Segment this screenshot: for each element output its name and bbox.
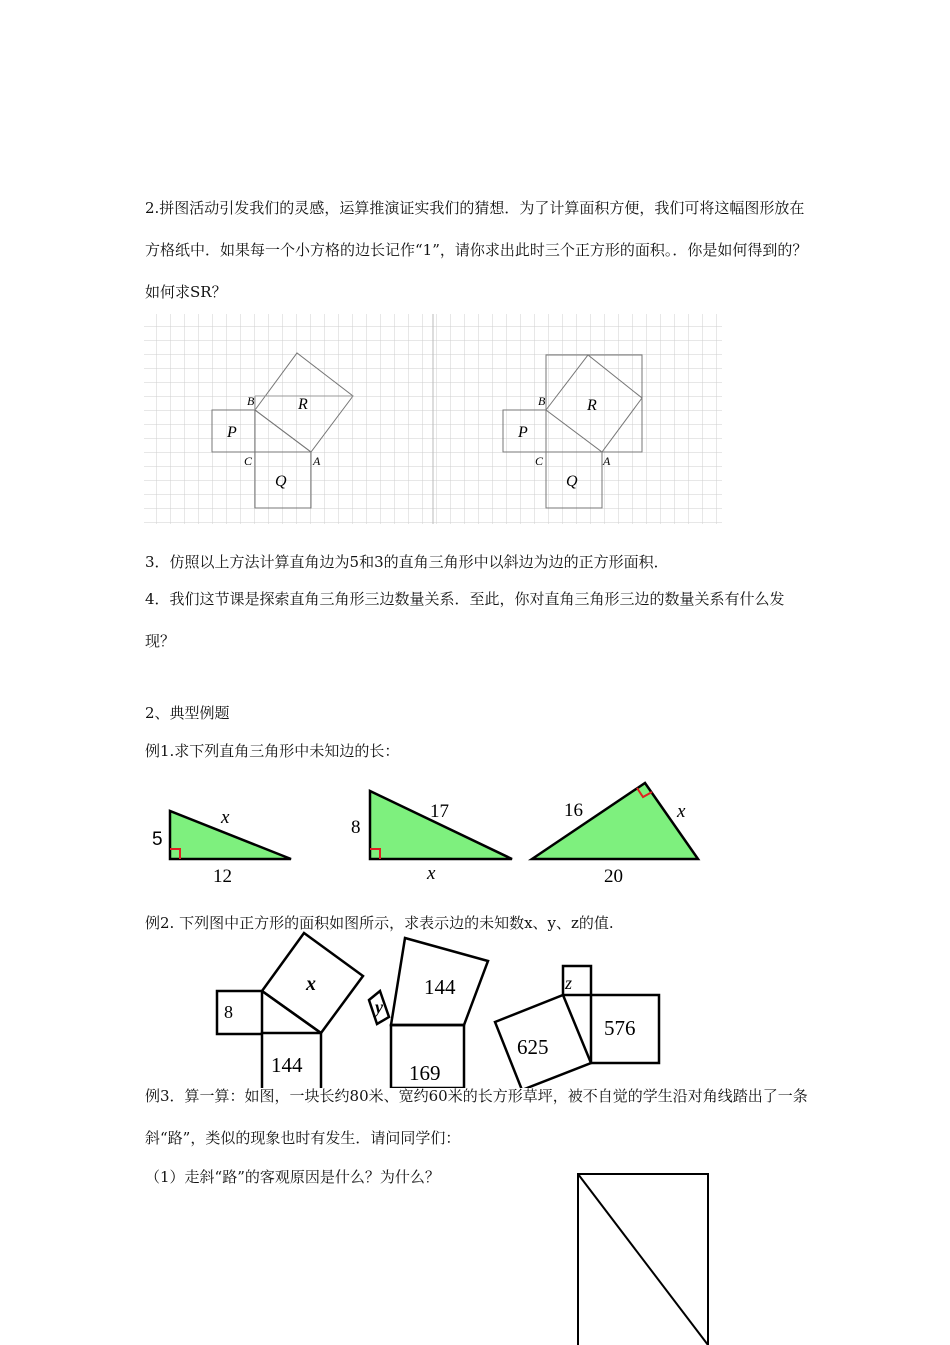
f2-top: 144 bbox=[424, 975, 456, 999]
f3-right: 576 bbox=[604, 1016, 636, 1040]
label-r-left: R bbox=[298, 396, 308, 413]
label-q-left: Q bbox=[275, 473, 287, 490]
example-1-text: 例1.求下列直角三角形中未知边的长： bbox=[145, 742, 400, 760]
t1-base: 12 bbox=[213, 866, 232, 887]
problem-4-text: 4．我们这节课是探索直角三角形三边数量关系．至此，你对直角三角形三边的数量关系有什么发现？ bbox=[145, 590, 785, 650]
t3-left: 16 bbox=[564, 800, 583, 821]
t1-leg: 5 bbox=[152, 829, 163, 850]
diagonal-path bbox=[578, 1174, 708, 1345]
label-b-right: B bbox=[538, 394, 546, 408]
square-figures bbox=[0, 928, 950, 1088]
f1-top: x bbox=[306, 973, 316, 995]
t2-hyp: 17 bbox=[430, 801, 449, 822]
f3-left: 625 bbox=[517, 1035, 549, 1059]
problem-2-text: 2.拼图活动引发我们的灵感，运算推演证实我们的猜想．为了计算面积方便，我们可将这幅图形放在方格纸中．如果每一个小方格的边长记作“1”，请你求出此时三个正方形的面积。．你是如何得到的？如何求SR？ bbox=[145, 199, 808, 301]
f2-left: y bbox=[375, 997, 383, 1017]
question-1-text: （1）走斜“路”的客观原因是什么？为什么？ bbox=[145, 1168, 440, 1186]
t2-base: x bbox=[427, 863, 436, 884]
example-3-text: 例3．算一算：如图，一块长约80米、宽约60米的长方形草坪，被不自觉的学生沿对角线踏出了一条斜“路”，类似的现象也时有发生．请问同学们： bbox=[145, 1087, 808, 1147]
label-p-right: P bbox=[518, 424, 528, 441]
label-a-right: A bbox=[603, 454, 611, 468]
problem-3-text: 3．仿照以上方法计算直角边为5和3的直角三角形中以斜边为边的正方形面积． bbox=[145, 553, 669, 571]
t2-leg: 8 bbox=[351, 817, 361, 838]
label-b-left: B bbox=[247, 394, 255, 408]
label-a-left: A bbox=[313, 454, 321, 468]
f2-bottom: 169 bbox=[409, 1061, 441, 1085]
triangle-1 bbox=[170, 811, 291, 859]
f1-left: 8 bbox=[224, 1002, 233, 1022]
label-p-left: P bbox=[227, 424, 237, 441]
f1-bottom: 144 bbox=[271, 1053, 303, 1077]
example-2-text: 例2. 下列图中正方形的面积如图所示，求表示边的未知数x、y、z的值. bbox=[145, 914, 614, 932]
t1-hyp: x bbox=[221, 807, 230, 828]
lawn-rectangle-figure bbox=[0, 1170, 950, 1345]
f3-top: z bbox=[565, 973, 573, 993]
triangle-3 bbox=[532, 783, 698, 859]
triangle-figures bbox=[0, 780, 950, 890]
t3-right: x bbox=[677, 801, 686, 822]
label-c-left: C bbox=[244, 454, 253, 468]
grid-figures bbox=[0, 310, 950, 530]
t3-base: 20 bbox=[604, 866, 623, 887]
label-c-right: C bbox=[535, 454, 544, 468]
label-r-right: R bbox=[587, 397, 597, 414]
section-2-heading: 2、典型例题 bbox=[145, 704, 230, 722]
label-q-right: Q bbox=[566, 473, 578, 490]
